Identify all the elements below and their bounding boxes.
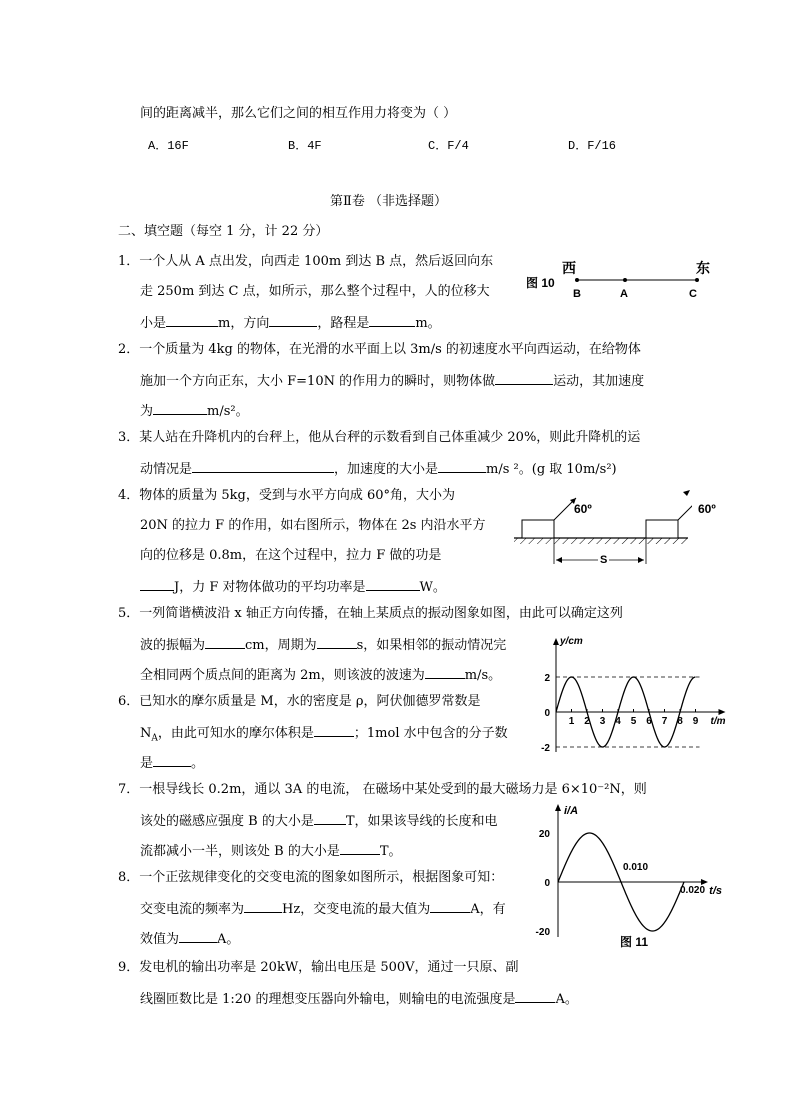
x-tick-label: 2: [584, 716, 590, 727]
y-axis-label: i/A: [564, 805, 579, 817]
fig10-point-c: C: [689, 288, 697, 300]
q4-line3: 向的位移是 0.8m，在这个过程中，拉力 F 做的功是: [140, 548, 442, 563]
q8-blank-frequency[interactable]: [244, 898, 282, 913]
figure-10: [520, 256, 720, 306]
x-tick-label: 3: [599, 716, 606, 727]
q8-blank-rms[interactable]: [179, 928, 217, 943]
chart-ac-current: [530, 800, 730, 950]
q2-line2: 施加一个方向正东，大小 F=10N 的作用力的瞬时，则物体做 运动，其加速度: [140, 370, 644, 392]
figure-force-diagram: [512, 484, 716, 574]
chart-vibration: [534, 632, 734, 756]
q7-blank-field[interactable]: [314, 810, 346, 825]
y-tick-label: -2: [541, 743, 550, 754]
y-tick-label: 0: [544, 878, 550, 889]
x-tick-label: 9: [692, 716, 699, 727]
fig10-west-label: 西: [562, 260, 576, 276]
q9-line1: 9．发电机的输出功率是 20kW，输出电压是 500V，通过一只原、副: [118, 960, 519, 975]
q1-blank-direction[interactable]: [269, 312, 317, 327]
q4-line2: 20N 的拉力 F 的作用，如右图所示，物体在 2s 内沿水平方: [140, 518, 486, 533]
fig10-east-label: 东: [696, 260, 710, 276]
chart-title: 图 11: [620, 935, 649, 949]
fig4-displacement-label: S: [600, 554, 608, 566]
q7-line2: 该处的磁感应强度 B 的大小是 T，如果该导线的长度和电: [140, 810, 498, 832]
q2-line1: 2．一个质量为 4kg 的物体，在光滑的水平面上以 3m/s 的初速度水平向西运动，在给物体: [118, 342, 641, 357]
q7-line1: 7．一根导线长 0.2m，通以 3A 的电流， 在磁场中某处受到的最大磁场力是 6×10⁻²N，则: [118, 782, 647, 797]
q8-blank-max[interactable]: [430, 898, 470, 913]
option-b: B．4F: [288, 139, 322, 153]
x-tick-label: 5: [630, 716, 637, 727]
q4-line4: J，力 F 对物体做功的平均功率是 W。: [140, 576, 446, 598]
q5-line3: 全相同两个质点间的距离为 2m，则该波的波速为 m/s。: [140, 664, 501, 686]
q4-blank-work[interactable]: [140, 576, 174, 591]
x-axis-arrow: [719, 709, 726, 715]
q6-blank-volume[interactable]: [314, 722, 354, 737]
q7-blank-field-half[interactable]: [340, 840, 380, 855]
fig10-point-a: A: [620, 288, 628, 300]
section-title: 第Ⅱ卷 （非选择题）: [330, 194, 447, 209]
fig10-point-b: B: [573, 288, 581, 300]
q6-blank-molecules[interactable]: [153, 752, 191, 767]
q8-line2: 交变电流的频率为 Hz，交变电流的最大值为 A，有: [140, 898, 506, 920]
option-d: D．F/16: [568, 139, 617, 153]
q5-blank-amplitude[interactable]: [205, 634, 245, 649]
x-tick-label: 7: [661, 716, 668, 727]
fig10-caption: 图 10: [526, 276, 555, 290]
q8-line1: 8．一个正弦规律变化的交变电流的图象如图所示，根据图象可知：: [118, 870, 504, 885]
q3-blank-motion[interactable]: [192, 458, 334, 473]
question-continuation: 间的距离减半，那么它们之间的相互作用力将变为（ ）: [140, 106, 457, 121]
x-tick-label: 6: [646, 716, 652, 727]
q9-line2: 线圈匝数比是 1:20 的理想变压器向外输电，则输电的电流强度是 A。: [140, 988, 578, 1010]
q5-blank-period[interactable]: [317, 634, 357, 649]
section-heading: 二、填空题（每空 1 分，计 22 分）: [118, 224, 329, 239]
x-annotation-label: 0.020: [680, 885, 706, 896]
q6-line2: $N_A$，由此可知水的摩尔体积是 ；1mol 水中包含的分子数: [140, 722, 508, 749]
q1-blank-distance[interactable]: [369, 312, 415, 327]
q5-line1: 5．一列简谐横波沿 x 轴正方向传播，在轴上某质点的振动图象如图，由此可以确定这列: [118, 606, 623, 621]
q3-line2: 动情况是 ，加速度的大小是 m/s ²。(g 取 10m/s²): [140, 458, 617, 480]
x-annotation-label: 0.010: [623, 862, 649, 873]
q2-blank-motion[interactable]: [495, 370, 553, 385]
y-axis-arrow: [555, 804, 561, 811]
q2-line3: 为 m/s²。: [140, 400, 249, 422]
fig4-angle-right: 60º: [698, 502, 716, 516]
q1-blank-displacement[interactable]: [166, 312, 218, 327]
x-axis-label: t/s: [709, 885, 722, 897]
q9-blank-current[interactable]: [515, 988, 555, 1003]
x-tick-label: 4: [615, 716, 621, 727]
q5-blank-speed[interactable]: [425, 664, 465, 679]
y-tick-label: 0: [544, 708, 550, 719]
q1-line3: 小是 m，方向 ，路程是 m。: [140, 312, 441, 334]
option-a: A．16F: [148, 139, 189, 153]
fig4-angle-left: 60º: [574, 502, 592, 516]
q5-line2: 波的振幅为 cm，周期为 s，如果相邻的振动情况完: [140, 634, 506, 656]
x-axis-label: t/m: [710, 716, 726, 727]
x-tick-label: 8: [677, 716, 683, 727]
q2-blank-acceleration[interactable]: [153, 400, 207, 415]
q1-line2: 走 250m 到达 C 点，如所示，那么整个过程中，人的位移大: [140, 284, 490, 299]
q6-line1: 6．已知水的摩尔质量是 M，水的密度是 ρ，阿伏伽德罗常数是: [118, 694, 481, 709]
q8-line3: 效值为 A。: [140, 928, 239, 950]
y-tick-label: -20: [535, 927, 550, 938]
q4-blank-power[interactable]: [366, 576, 420, 591]
q6-line3: 是 。: [140, 752, 204, 774]
y-axis-arrow: [553, 638, 559, 645]
q3-blank-acceleration[interactable]: [438, 458, 486, 473]
q3-line1: 3．某人站在升降机内的台秤上，他从台秤的示数看到自己体重减少 20%，则此升降机的运: [118, 430, 641, 445]
y-tick-label: 2: [544, 673, 550, 684]
option-c: C．F/4: [428, 139, 469, 153]
q1-line1: 1．一个人从 A 点出发，向西走 100m 到达 B 点，然后返回向东: [118, 254, 494, 269]
q7-line3: 流都减小一半，则该处 B 的大小是 T。: [140, 840, 402, 862]
q4-line1: 4．物体的质量为 5kg，受到与水平方向成 60°角，大小为: [118, 488, 456, 503]
x-tick-label: 1: [568, 716, 575, 727]
y-tick-label: 20: [538, 829, 550, 840]
y-axis-label: y/cm: [560, 636, 583, 647]
